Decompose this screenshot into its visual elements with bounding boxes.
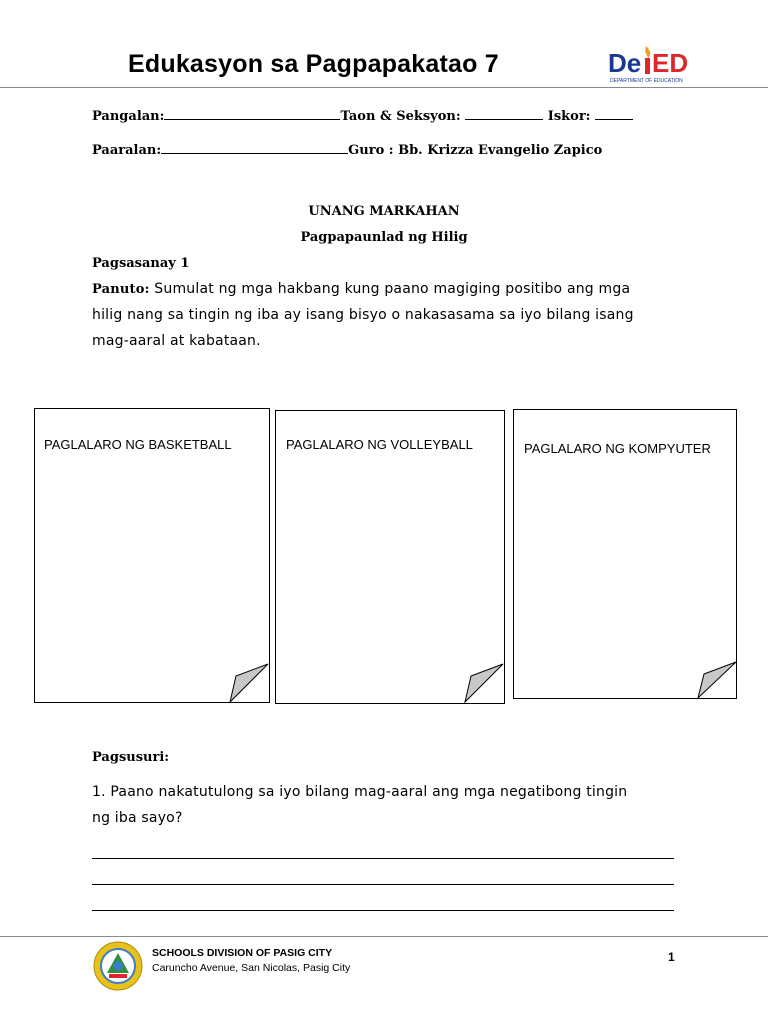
answer-line[interactable] bbox=[92, 858, 674, 859]
directions-line-2: hilig nang sa tingin ng iba ay isang bisyo o nakasasama sa iyo bilang isang bbox=[92, 307, 634, 323]
topic-heading: Pagpapaunlad ng Hilig bbox=[300, 230, 468, 245]
school-label: Paaralan: bbox=[92, 143, 162, 158]
directions-label: Panuto: bbox=[92, 282, 150, 297]
page-curl-icon bbox=[228, 662, 270, 704]
section-label: Taon & Seksyon: bbox=[340, 109, 461, 124]
question-line-1: 1. Paano nakatutulong sa iyo bilang mag-aaral ang mga negatibong tingin bbox=[92, 784, 628, 800]
teacher-label: Guro : Bb. Krizza Evangelio Zapico bbox=[348, 143, 603, 158]
score-label: Iskor: bbox=[547, 109, 591, 124]
footer-divider bbox=[0, 936, 768, 937]
name-label: Pangalan: bbox=[92, 109, 165, 124]
page-number: 1 bbox=[668, 950, 675, 964]
page-curl-icon bbox=[696, 660, 738, 700]
directions-line-3: mag-aaral at kabataan. bbox=[92, 333, 261, 349]
page-curl-icon bbox=[463, 662, 505, 704]
answer-line[interactable] bbox=[92, 910, 674, 911]
deped-logo bbox=[606, 40, 698, 84]
quarter-heading: UNANG MARKAHAN bbox=[308, 204, 460, 219]
exercise-heading: Pagsasanay 1 bbox=[92, 256, 190, 271]
torch-handle-icon bbox=[645, 58, 650, 74]
directions-text-1: Sumulat ng mga hakbang kung paano magiging positibo ang mga bbox=[149, 281, 631, 297]
school-row bbox=[92, 142, 602, 158]
box-label-basketball: PAGLALARO NG BASKETBALL bbox=[44, 437, 232, 452]
question-line-2: ng iba sayo? bbox=[92, 810, 183, 826]
answer-box-volleyball[interactable] bbox=[275, 410, 505, 704]
sdo-pasig-seal-icon bbox=[92, 940, 144, 992]
score-blank[interactable] bbox=[595, 108, 633, 120]
footer-address: Caruncho Avenue, San Nicolas, Pasig City bbox=[152, 962, 351, 974]
footer-org: SCHOOLS DIVISION OF PASIG CITY bbox=[152, 947, 333, 959]
deped-logo-wordmark-left: De bbox=[608, 48, 642, 78]
box-label-kompyuter: PAGLALARO NG KOMPYUTER bbox=[524, 441, 711, 456]
section-blank[interactable] bbox=[465, 108, 543, 120]
page-title: Edukasyon sa Pagpapakatao 7 bbox=[128, 50, 499, 78]
box-label-volleyball: PAGLALARO NG VOLLEYBALL bbox=[286, 437, 473, 452]
school-blank[interactable] bbox=[161, 142, 348, 154]
answer-line[interactable] bbox=[92, 884, 674, 885]
name-blank[interactable] bbox=[164, 108, 340, 120]
deped-logo-wordmark-right: ED bbox=[652, 48, 689, 78]
deped-logo-subtitle: DEPARTMENT OF EDUCATION bbox=[610, 78, 683, 84]
header-divider bbox=[0, 87, 768, 88]
analysis-heading: Pagsusuri: bbox=[92, 750, 170, 765]
torch-flame-icon bbox=[645, 46, 650, 58]
answer-box-basketball[interactable] bbox=[34, 408, 270, 703]
name-row bbox=[92, 108, 633, 124]
directions-line-1 bbox=[92, 281, 630, 297]
